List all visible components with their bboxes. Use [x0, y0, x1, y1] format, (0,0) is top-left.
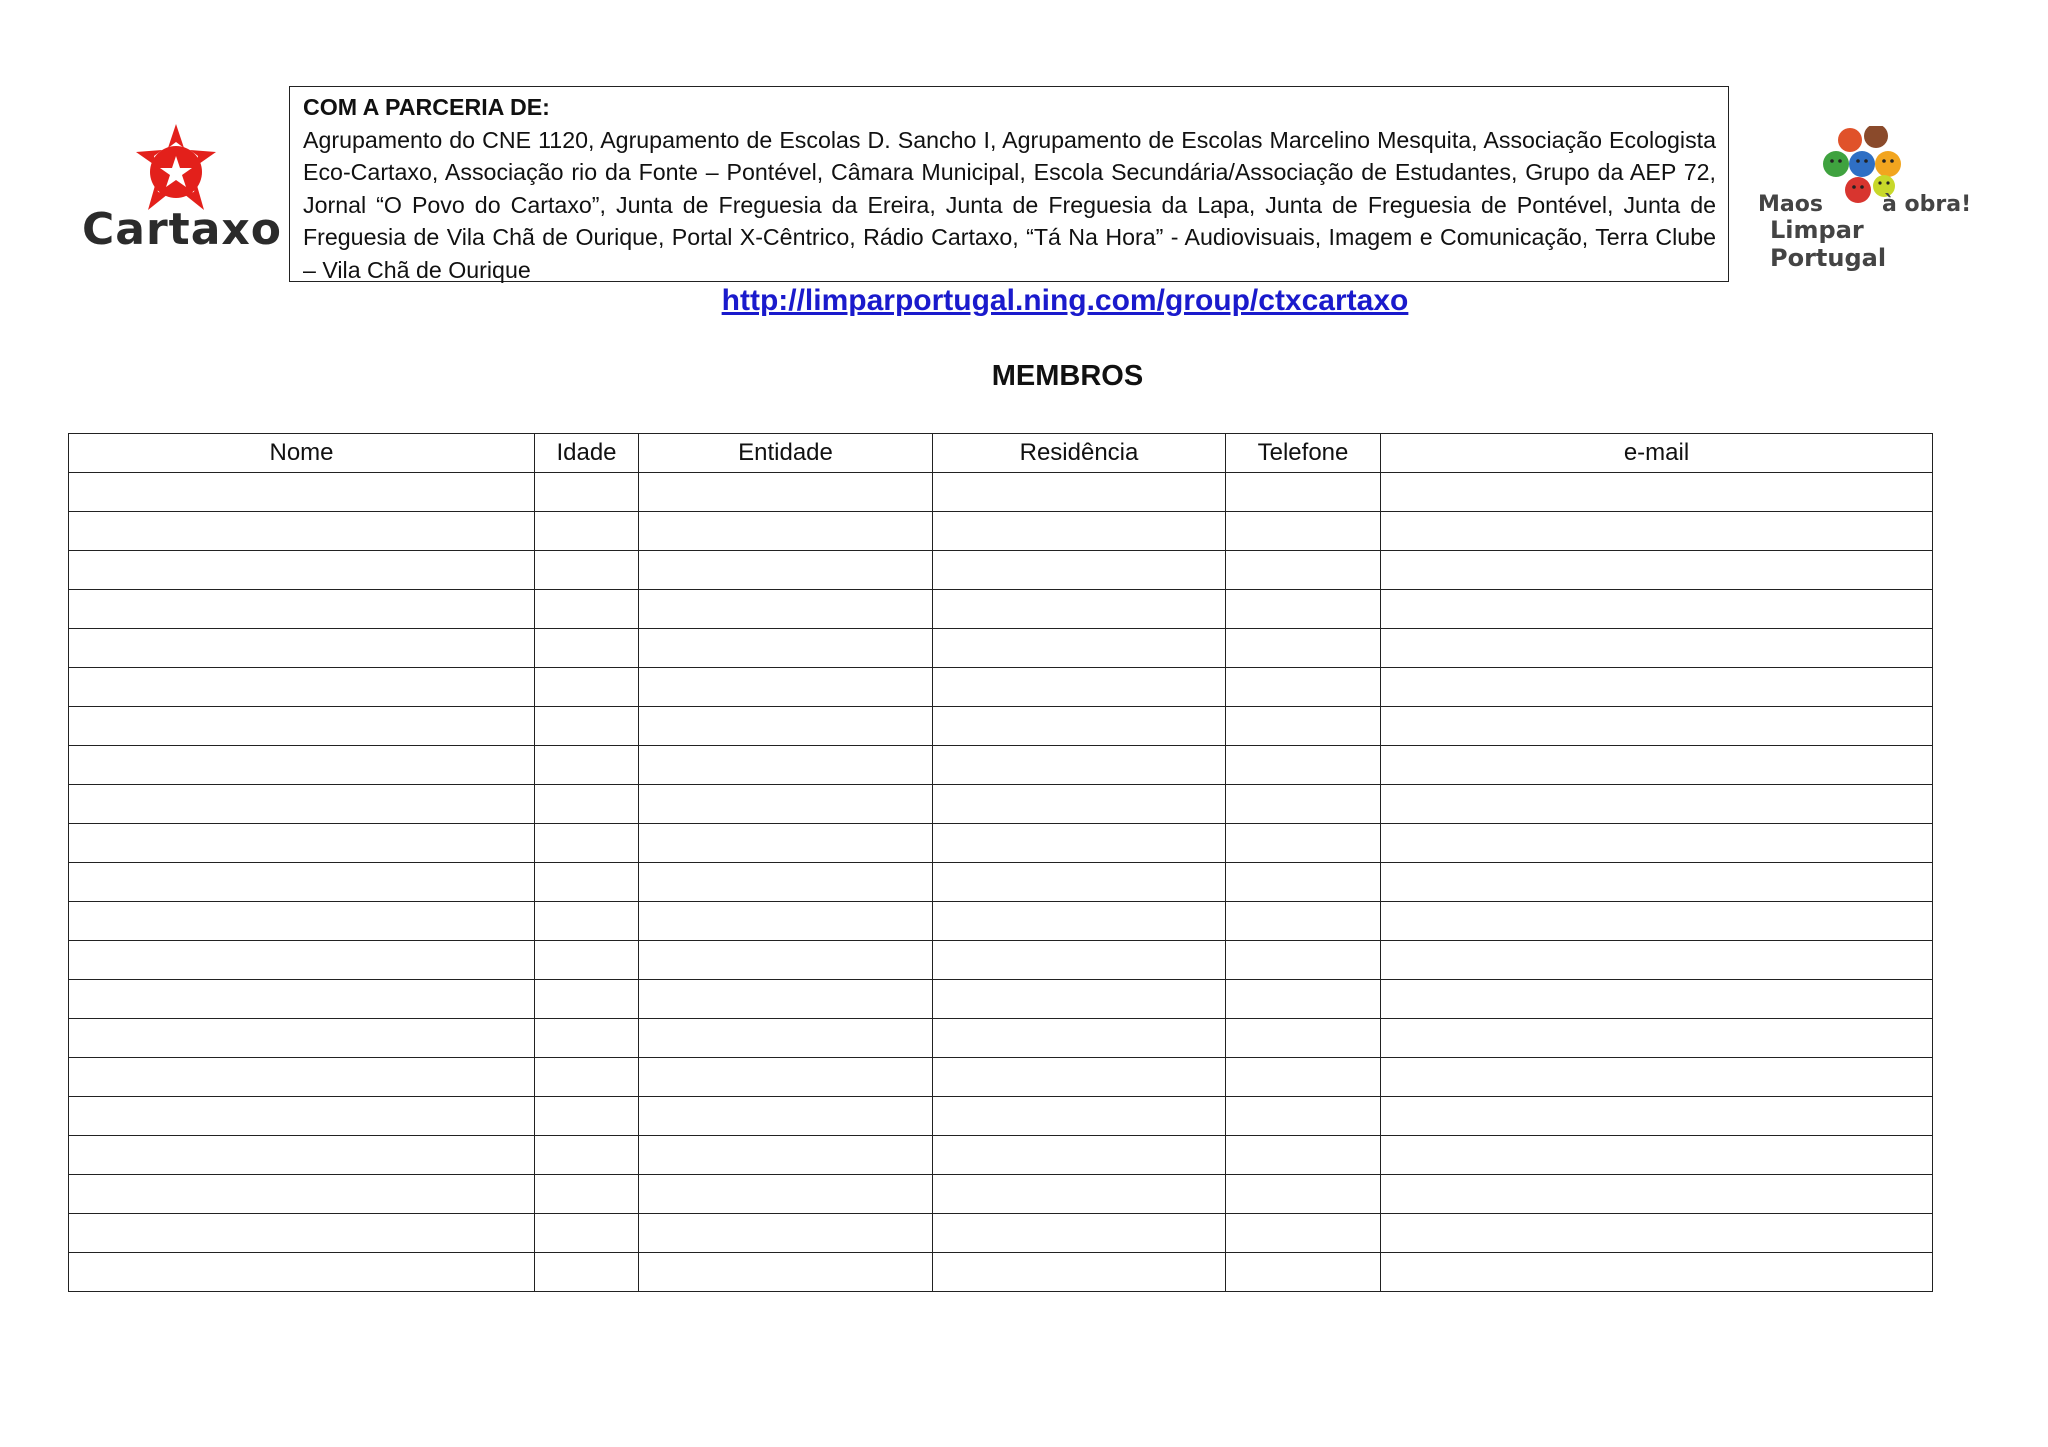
table-cell: [535, 668, 639, 707]
table-cell: [1226, 941, 1381, 980]
table-row: [69, 824, 1933, 863]
table-cell: [639, 512, 933, 551]
table-cell: [639, 590, 933, 629]
table-cell: [933, 980, 1226, 1019]
column-header-email: e-mail: [1381, 434, 1933, 473]
table-cell: [933, 707, 1226, 746]
table-body: [69, 473, 1933, 1292]
table-cell: [639, 629, 933, 668]
table-row: [69, 980, 1933, 1019]
table-cell: [69, 824, 535, 863]
table-cell: [639, 941, 933, 980]
table-row: [69, 902, 1933, 941]
limpar-portugal-logo: [1752, 122, 1972, 272]
table-header-row: [69, 434, 1933, 473]
table-cell: [1381, 1136, 1933, 1175]
table-cell: [535, 980, 639, 1019]
table-cell: [639, 1175, 933, 1214]
table-cell: [1381, 1019, 1933, 1058]
table-cell: [69, 1175, 535, 1214]
table-cell: [69, 980, 535, 1019]
table-cell: [1381, 707, 1933, 746]
column-header-nome: Nome: [69, 434, 535, 473]
column-header-telefone: Telefone: [1226, 434, 1381, 473]
column-header-idade: Idade: [535, 434, 639, 473]
table-row: [69, 1175, 1933, 1214]
table-cell: [1226, 1175, 1381, 1214]
table-row: [69, 473, 1933, 512]
table-cell: [535, 1214, 639, 1253]
table-row: [69, 746, 1933, 785]
table-cell: [69, 1253, 535, 1292]
table-cell: [535, 512, 639, 551]
table-row: [69, 785, 1933, 824]
table-cell: [1381, 785, 1933, 824]
table-cell: [69, 1136, 535, 1175]
table-cell: [535, 1253, 639, 1292]
table-cell: [1226, 1058, 1381, 1097]
table-cell: [535, 824, 639, 863]
table-cell: [1226, 590, 1381, 629]
table-cell: [69, 863, 535, 902]
table-cell: [535, 1097, 639, 1136]
partners-list: Agrupamento do CNE 1120, Agrupamento de Escolas D. Sancho I, Agrupamento de Escolas Marcelino Mesquita, Associação Ecologista Eco-Cartaxo, Associação rio da Fonte – Pontével, Câmara Municipal, Escola Secundária/Associação de Estudantes, Grupo da AEP 72, Jornal “O Povo do Cartaxo”, Junta de Freguesia da Ereira, Junta de Freguesia da Lapa, Junta de Freguesia de Pontével, Junta de Freguesia de Vila Chã de Ourique, Portal X-Cêntrico, Rádio Cartaxo, “Tá Na Hora” - Audiovisuais, Imagem e Comunicação, Terra Clube – Vila Chã de Ourique: [303, 126, 1716, 283]
table-cell: [535, 473, 639, 512]
table-cell: [1226, 1136, 1381, 1175]
table-cell: [69, 512, 535, 551]
table-cell: [535, 629, 639, 668]
table-row: [69, 551, 1933, 590]
table-cell: [1381, 629, 1933, 668]
table-cell: [639, 1136, 933, 1175]
table-cell: [69, 707, 535, 746]
table-row: [69, 1253, 1933, 1292]
table-cell: [933, 1058, 1226, 1097]
table-cell: [639, 707, 933, 746]
table-row: [69, 1136, 1933, 1175]
partners-title: COM A PARCERIA DE:: [303, 94, 550, 120]
table-cell: [639, 551, 933, 590]
table-cell: [1226, 668, 1381, 707]
group-link[interactable]: http://limparportugal.ning.com/group/ctxcartaxo: [721, 284, 1409, 317]
partners-box: [289, 86, 1729, 282]
logo-limpar-portugal-text: Limpar Portugal: [1770, 216, 1887, 272]
table-cell: [1381, 590, 1933, 629]
table-cell: [933, 668, 1226, 707]
table-cell: [639, 1019, 933, 1058]
column-header-entidade: Entidade: [639, 434, 933, 473]
table-cell: [933, 629, 1226, 668]
table-cell: [933, 1097, 1226, 1136]
table-cell: [1381, 746, 1933, 785]
table-cell: [535, 590, 639, 629]
table-cell: [1226, 824, 1381, 863]
table-cell: [1226, 551, 1381, 590]
cartaxo-logo: [78, 118, 283, 268]
table-cell: [933, 1175, 1226, 1214]
table-cell: [69, 941, 535, 980]
table-cell: [933, 746, 1226, 785]
table-cell: [1226, 980, 1381, 1019]
table-cell: [69, 668, 535, 707]
table-cell: [639, 1253, 933, 1292]
table-cell: [639, 980, 933, 1019]
table-cell: [535, 746, 639, 785]
section-title: MEMBROS: [991, 360, 1144, 392]
table-cell: [1226, 785, 1381, 824]
table-row: [69, 1214, 1933, 1253]
cartaxo-logo-text: Cartaxo: [82, 204, 283, 255]
table-cell: [933, 551, 1226, 590]
table-cell: [1381, 1058, 1933, 1097]
table-row: [69, 1097, 1933, 1136]
logo-a-obra-text: à obra!: [1882, 192, 1972, 217]
table-row: [69, 629, 1933, 668]
table-cell: [1226, 902, 1381, 941]
table-cell: [535, 707, 639, 746]
table-cell: [933, 590, 1226, 629]
table-cell: [933, 941, 1226, 980]
table-cell: [639, 668, 933, 707]
table-cell: [1226, 512, 1381, 551]
table-cell: [933, 1253, 1226, 1292]
table-cell: [933, 1136, 1226, 1175]
table-cell: [933, 512, 1226, 551]
table-cell: [535, 941, 639, 980]
table-row: [69, 941, 1933, 980]
table-cell: [1381, 1097, 1933, 1136]
table-cell: [535, 902, 639, 941]
table-cell: [1226, 1019, 1381, 1058]
table-cell: [69, 1019, 535, 1058]
table-cell: [535, 1019, 639, 1058]
table-cell: [933, 785, 1226, 824]
table-cell: [639, 1097, 933, 1136]
table-cell: [933, 1214, 1226, 1253]
table-cell: [639, 1214, 933, 1253]
table-cell: [1381, 1175, 1933, 1214]
table-cell: [1226, 707, 1381, 746]
table-row: [69, 707, 1933, 746]
members-table: [68, 433, 1933, 1292]
table-cell: [639, 1058, 933, 1097]
table-cell: [639, 824, 933, 863]
table-cell: [69, 629, 535, 668]
table-row: [69, 590, 1933, 629]
table-cell: [69, 1058, 535, 1097]
table-cell: [1381, 512, 1933, 551]
table-cell: [535, 863, 639, 902]
table-cell: [1226, 746, 1381, 785]
table-cell: [639, 902, 933, 941]
table-cell: [933, 1019, 1226, 1058]
table-cell: [933, 824, 1226, 863]
table-cell: [535, 785, 639, 824]
table-cell: [535, 1175, 639, 1214]
table-cell: [1226, 1097, 1381, 1136]
table-cell: [69, 746, 535, 785]
table-cell: [1381, 980, 1933, 1019]
column-header-residencia: Residência: [933, 434, 1226, 473]
table-cell: [69, 785, 535, 824]
table-cell: [1381, 863, 1933, 902]
table-cell: [69, 1097, 535, 1136]
table-cell: [1226, 863, 1381, 902]
table-cell: [1381, 902, 1933, 941]
table-cell: [69, 590, 535, 629]
table-row: [69, 512, 1933, 551]
table-cell: [69, 1214, 535, 1253]
table-row: [69, 668, 1933, 707]
table-cell: [639, 863, 933, 902]
table-cell: [1226, 473, 1381, 512]
table-cell: [535, 1136, 639, 1175]
logo-maos-text: Maos: [1758, 192, 1823, 217]
table-cell: [1381, 1253, 1933, 1292]
table-cell: [535, 551, 639, 590]
table-cell: [69, 902, 535, 941]
table-cell: [639, 473, 933, 512]
table-cell: [639, 785, 933, 824]
table-cell: [933, 473, 1226, 512]
table-cell: [1381, 551, 1933, 590]
table-row: [69, 863, 1933, 902]
table-row: [69, 1058, 1933, 1097]
table-cell: [1381, 1214, 1933, 1253]
table-cell: [69, 551, 535, 590]
table-cell: [69, 473, 535, 512]
table-cell: [933, 863, 1226, 902]
table-cell: [933, 902, 1226, 941]
table-cell: [1226, 1214, 1381, 1253]
table-cell: [1381, 668, 1933, 707]
table-cell: [639, 746, 933, 785]
table-cell: [535, 1058, 639, 1097]
table-cell: [1381, 824, 1933, 863]
table-cell: [1381, 941, 1933, 980]
table-cell: [1381, 473, 1933, 512]
table-cell: [1226, 1253, 1381, 1292]
table-cell: [1226, 629, 1381, 668]
table-row: [69, 1019, 1933, 1058]
